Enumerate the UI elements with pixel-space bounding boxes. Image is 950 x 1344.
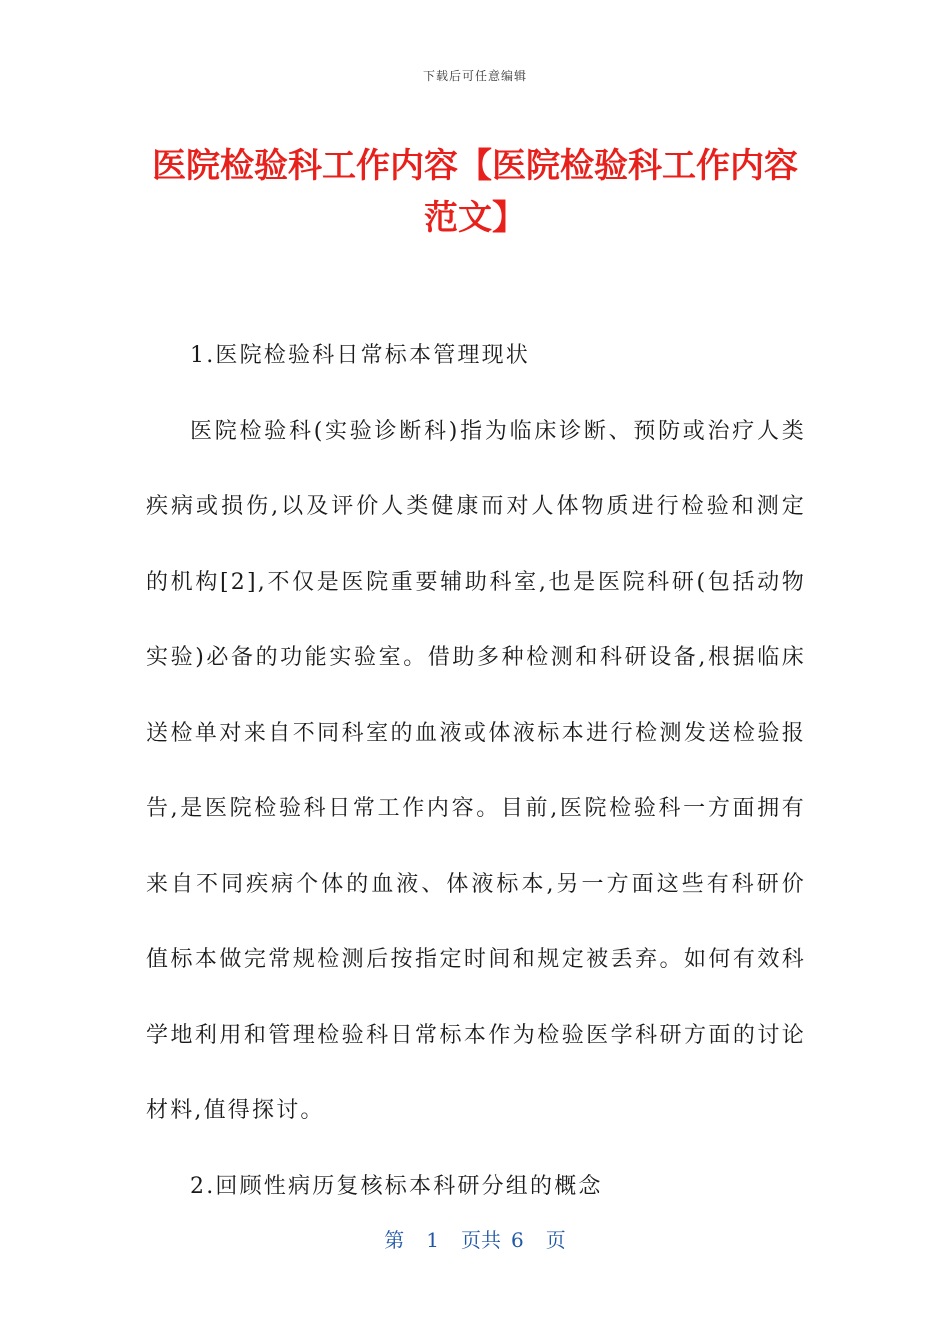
document-title: 医院检验科工作内容【医院检验科工作内容范文】 xyxy=(152,146,798,238)
section-heading-1: 1.医院检验科日常标本管理现状 xyxy=(190,343,530,368)
footer-middle: 页共 xyxy=(461,1228,501,1252)
section-heading-2: 2.回顾性病历复核标本科研分组的概念 xyxy=(190,1173,603,1199)
body-paragraph: 医院检验科(实验诊断科)指为临床诊断、预防或治疗人类疾病或损伤,以及评价人类健康而对人体物质进行检验和测定的机构[2],不仅是医院重要辅助科室,也是医院科研(包括动物实验)必备的功能实验室。借助多种检测和科研设备,根据临床送检单对来自不同科室的血液或体液标本进行检测发送检验报告,是医院检验科日常工作内容。目前,医院检验科一方面拥有来自不同疾病个体的血液、体液标本,另一方面这些有科研价值标本做完常规检测后按指定时间和规定被丢弃。如何有效科学地利用和管理检验科日常标本作为检验医学科研方面的讨论材料,值得探讨。 xyxy=(146,418,806,1123)
page-footer xyxy=(0,1224,950,1253)
footer-total-pages: 6 xyxy=(511,1228,524,1252)
footer-suffix: 页 xyxy=(545,1228,566,1252)
footer-prefix: 第 xyxy=(384,1228,405,1252)
footer-current-page: 1 xyxy=(426,1228,439,1252)
document-body xyxy=(146,318,806,1224)
header-note: 下载后可任意编辑 xyxy=(422,69,527,83)
